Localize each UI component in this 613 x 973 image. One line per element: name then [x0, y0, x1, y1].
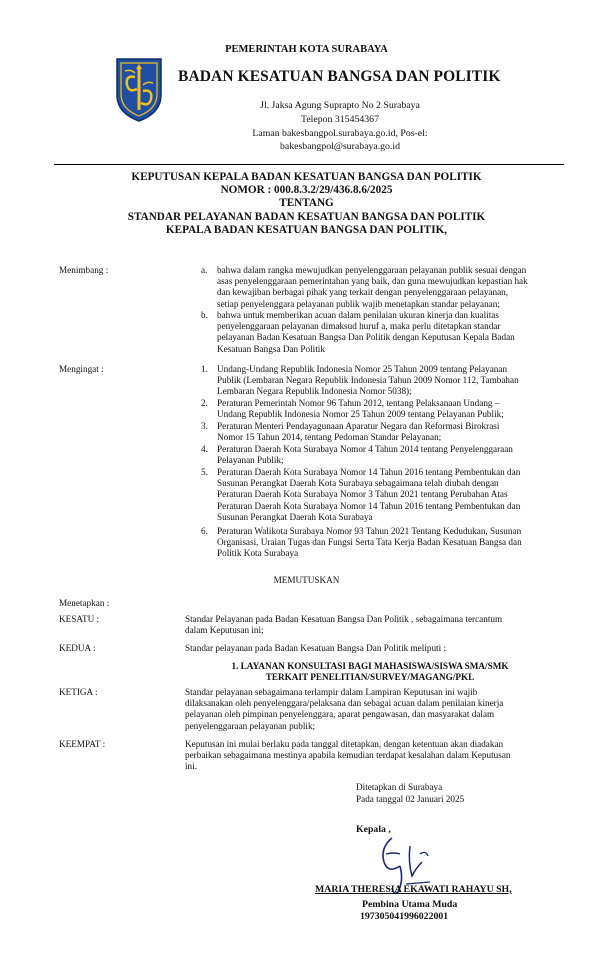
surabaya-coat-of-arms-icon [113, 57, 165, 123]
text-line: Lembaran Negara Republik Indonesia Nomor 5038); [217, 386, 412, 397]
text-line: dilaksanakan oleh penyelenggara/pelaksana dan sebagai acuan dalam penilaian kinerja [185, 698, 504, 709]
mengingat-marker-6: 6. [201, 526, 208, 536]
government-name: PEMERINTAH KOTA SURABAYA [225, 44, 388, 55]
text-line: Peraturan Daerah Kota Surabaya Nomor 4 Tahun 2014 tentang Penyelenggaraan [217, 444, 513, 454]
text-line: Undang Republik Indonesia Nomor 25 Tahun 2009 tentang Pelayanan Publik; [217, 409, 504, 420]
mengingat-item-5 [217, 467, 557, 523]
signing-place-date [356, 782, 464, 805]
text-line: Politik Kota Surabaya [217, 548, 299, 559]
text-line: Peraturan Menteri Pendayagunaan Aparatur Negara dan Reformasi Birokrasi [217, 421, 500, 431]
text-line: Publik (Lembaran Negara Republik Indonesia Tahun 2009 Nomor 112, Tambahan [217, 375, 519, 386]
kedua-label: KEDUA : [59, 643, 96, 653]
mengingat-item-4 [217, 444, 557, 466]
text-line: pelayanan oleh pimpinan penyelenggara, aparat pengawasan, dan masyarakat dalam [185, 709, 495, 720]
text-line: Susunan Perangkat Daerah Kota Surabaya sebagaimana telah diubah dengan [217, 478, 499, 489]
text-line: Standar pelayanan sebagaimana terlampir dalam Lampiran Keputusan ini wajib [185, 687, 478, 697]
service-list [185, 661, 555, 683]
title-line-5: KEPALA BADAN KESATUAN BANGSA DAN POLITIK, [165, 223, 448, 236]
text-line: dalam Keputusan ini; [185, 625, 264, 636]
title-line-2: NOMOR : 000.8.3.2/29/436.8.6/2025 [220, 184, 393, 197]
mengingat-marker-5: 5. [201, 467, 208, 477]
menimbang-marker-a: a. [201, 265, 208, 275]
mengingat-item-6 [217, 526, 557, 560]
text-line: Kesatuan Bangsa Dan Politik [217, 343, 325, 354]
text-line: pelayanan Badan Kesatuan Bangsa Dan Politik dengan Keputusan Kepala Badan [217, 332, 515, 343]
menimbang-marker-b: b. [201, 310, 208, 320]
text-line: ini. [185, 761, 197, 772]
mengingat-item-3 [217, 421, 557, 443]
signatory-nip: 197305041996022001 [360, 911, 449, 922]
menimbang-item-b [217, 310, 557, 355]
phone-line: Telepon 315454367 [301, 113, 379, 125]
keempat-text [185, 739, 555, 773]
signing-place: Ditetapkan di Surabaya [356, 782, 443, 792]
decree-title [0, 171, 613, 237]
text-line: Peraturan Daerah Kota Surabaya Nomor 14 Tahun 2016 tentang Pembentukan dan [217, 467, 521, 477]
text-line: Standar Pelayanan pada Badan Kesatuan Bangsa Dan Politik , sebagaimana tercantum [185, 614, 503, 624]
text-line: Standar pelayanan pada Badan Kesatuan Bangsa Dan Politik meliputi : [185, 643, 447, 653]
title-line-4: STANDAR PELAYANAN BADAN KESATUAN BANGSA DAN POLITIK [127, 210, 486, 223]
title-line-3: TENTANG [279, 197, 334, 210]
text-line: asas penyelenggaraan pemerintahan yang baik, dan guna mewujudkan kepastian hak [217, 276, 528, 287]
signatory-position: Kepala , [356, 824, 391, 835]
text-line: Keputusan ini mulai berlaku pada tanggal ditetapkan, dengan ketentuan akan diadakan [185, 739, 504, 749]
mengingat-marker-3: 3. [201, 421, 208, 431]
text-line: dan kewajiban berbagai pihak yang terkait dengan penyelenggaraan pelayanan, [217, 287, 509, 298]
text-line: Peraturan Walikota Surabaya Nomor 93 Tahun 2021 Tentang Kedudukan, Susunan [217, 526, 522, 536]
service-item: TERKAIT PENELITIAN/SURVEY/MAGANG/PKL [265, 672, 475, 683]
text-line: bahwa untuk memberikan acuan dalam penilaian ukuran kinerja dan kualitas [217, 310, 499, 320]
text-line: Susunan Perangkat Daerah Kota Surabaya [217, 511, 373, 522]
keempat-label: KEEMPAT : [59, 739, 106, 749]
text-line: Peraturan Daerah Kota Surabaya Nomor 3 Tahun 2021 tentang Perubahan Atas [217, 489, 508, 500]
kedua-text [185, 643, 555, 654]
kesatu-text [185, 614, 555, 636]
memutuskan-heading: MEMUTUSKAN [273, 575, 340, 585]
mengingat-item-1 [217, 364, 557, 398]
text-line: Peraturan Daerah Kota Surabaya Nomor 14 Tahun 2016 tentang Pembentukan dan [217, 500, 521, 511]
email-line: bakesbangpol@surabaya.go.id [279, 141, 401, 153]
menetapkan-label: Menetapkan : [59, 598, 110, 608]
text-line: setiap penyelenggara pelayanan publik wajib menetapkan standar pelayanan; [217, 298, 500, 309]
mengingat-marker-1: 1. [201, 364, 208, 374]
text-line: Organisasi, Uraian Tugas dan Fungsi Serta Tata Kerja Badan Kesatuan Bangsa dan [217, 537, 522, 548]
signing-date: Pada tanggal 02 Januari 2025 [356, 793, 465, 804]
kesatu-label: KESATU : [59, 614, 100, 624]
ketiga-label: KETIGA : [59, 687, 98, 697]
mengingat-item-2 [217, 398, 557, 420]
ketiga-text [185, 687, 555, 732]
text-line: penyelenggaraan pelayanan dimaksud huruf a, maka perlu ditetapkan standar [217, 321, 501, 332]
text-line: Nomor 15 Tahun 2014, tentang Pedoman Standar Pelayanan; [217, 432, 442, 443]
menimbang-label: Menimbang : [59, 265, 109, 275]
agency-name: BADAN KESATUAN BANGSA DAN POLITIK [178, 68, 501, 85]
service-item: 1. LAYANAN KONSULTASI BAGI MAHASISWA/SISWA SMA/SMK [231, 661, 509, 671]
address-line: Jl. Jaksa Agung Suprapto No 2 Surabaya [260, 100, 420, 111]
title-line-1: KEPUTUSAN KEPALA BADAN KESATUAN BANGSA DAN POLITIK [131, 171, 482, 183]
text-line: Peraturan Pemerintah Nomor 96 Tahun 2012, tentang Pelaksanaan Undang – [217, 398, 500, 408]
address-block [230, 99, 450, 154]
menimbang-item-a [217, 265, 557, 310]
mengingat-marker-2: 2. [201, 398, 208, 408]
letterhead-divider [54, 164, 564, 165]
signatory-name: MARIA THERESIA EKAWATI RAHAYU SH, [315, 884, 512, 895]
text-line: bahwa dalam rangka mewujudkan penyelenggaraan pelayanan publik sesuai dengan [217, 265, 527, 275]
mengingat-marker-4: 4. [201, 444, 208, 454]
mengingat-label: Mengingat : [59, 364, 104, 374]
signatory-rank: Pembina Utama Muda [362, 899, 458, 910]
text-line: Undang-Undang Republik Indonesia Nomor 25 Tahun 2009 tentang Pelayanan [217, 364, 508, 374]
text-line: Pelayanan Publik; [217, 455, 284, 466]
text-line: perbaikan sebagaimana mestinya apabila kemudian terdapat kesalahan dalam Keputusan [185, 750, 511, 761]
text-line: penyelenggaraan pelayanan publik; [185, 720, 316, 731]
website-line: Laman bakesbangpol.surabaya.go.id, Pos-el: [252, 127, 428, 139]
